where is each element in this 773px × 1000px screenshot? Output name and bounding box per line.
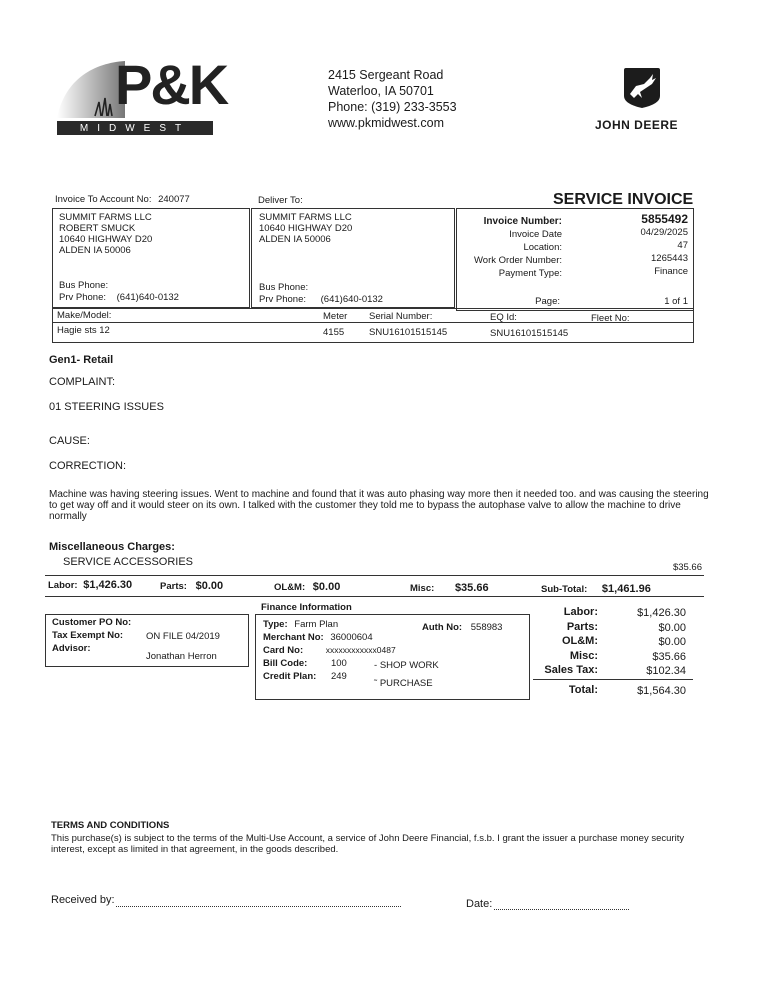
company-city: Waterloo, IA 50701 [328,84,434,98]
finance-auth: Auth No: 558983 [422,622,503,633]
totals-olm: OL&M: $0.00 [274,581,341,593]
summary-labels [530,605,598,678]
finance-bill-desc: - SHOP WORK [374,660,439,671]
account-number: 240077 [158,194,190,205]
advisor-label: Advisor: [52,643,91,654]
misc-item: SERVICE ACCESSORIES [63,556,194,568]
work-order-label: Work Order Number: [474,255,562,266]
location-label: Location: [523,242,562,253]
cause-label: CAUSE: [49,435,90,447]
totals-subtotal: Sub-Total: $1,461.96 [541,583,651,595]
logo-sub-text: MIDWEST [79,123,191,134]
deliver-to-label: Deliver To: [258,195,303,206]
received-by-line[interactable] [116,898,401,907]
summary-tax: $102.34 [646,665,686,677]
fleet-no-label: Fleet No: [591,313,630,324]
ship-to-bus-phone-label: Bus Phone: [259,282,309,293]
finance-credit-plan: Credit Plan: 249 [263,671,347,682]
summary-olm-label: OL&M: [561,635,598,647]
summary-total: $1,564.30 [637,685,686,697]
job-title: Gen1- Retail [49,354,114,366]
terms-title: TERMS AND CONDITIONS [51,820,170,831]
received-by-label: Received by: [51,894,115,906]
totals-parts: Parts: $0.00 [160,580,224,592]
bill-to-prv-phone: Prv Phone: (641)640-0132 [59,292,179,303]
summary-misc: $35.66 [652,650,686,663]
bill-to-street: 10640 HIGHWAY D20 [59,234,153,245]
advisor-name: Jonathan Herron [146,651,217,662]
company-web: www.pkmidwest.com [328,116,444,130]
bill-to-city: ALDEN IA 50006 [59,245,131,256]
finance-type: Type: Farm Plan [263,619,339,630]
bill-to-name: SUMMIT FARMS LLC [59,212,152,223]
totals-labor: Labor: $1,426.30 [48,579,133,591]
serial-number: SNU16101515145 [369,327,448,338]
pk-midwest-logo [55,53,228,138]
summary-misc-label: Misc: [569,649,598,662]
ship-to-street: 10640 HIGHWAY D20 [259,223,353,234]
invoice-date-label: Invoice Date [509,229,562,240]
meter-value: 4155 [323,327,345,338]
tax-exempt-label: Tax Exempt No: [52,630,124,641]
finance-credit-desc: ˜ PURCHASE [374,678,433,689]
complaint-text: 01 STEERING ISSUES [49,401,164,413]
invoice-number: 5855492 [641,212,688,226]
payment-type: Finance [654,266,688,277]
invoice-to-label: Invoice To Account No: 240077 [55,194,190,205]
payment-type-label: Payment Type: [498,268,562,279]
misc-charges-title: Miscellaneous Charges: [49,541,175,553]
ship-to-name: SUMMIT FARMS LLC [259,212,352,223]
tax-exempt-value: ON FILE 04/2019 [146,631,220,642]
page-label: Page: [535,296,560,307]
date-line[interactable] [494,901,629,910]
make-model-label: Make/Model: [57,310,112,321]
misc-item-amount: $35.66 [672,562,702,573]
eq-id: SNU16101515145 [490,328,569,339]
bill-to-contact: ROBERT SMUCK [59,223,136,234]
document-title: SERVICE INVOICE [553,191,694,208]
company-phone: Phone: (319) 233-3553 [328,100,457,114]
summary-labor: $1,426.30 [637,607,686,619]
serial-number-label: Serial Number: [369,311,433,322]
page-number: 1 of 1 [664,296,688,307]
finance-title: Finance Information [261,602,352,613]
correction-label: CORRECTION: [49,460,126,472]
location: 47 [677,240,688,251]
summary-labor-label: Labor: [563,606,598,618]
customer-po-label: Customer PO No: [52,617,132,628]
invoice-info-labels [462,215,562,280]
complaint-label: COMPLAINT: [49,376,116,388]
totals-misc: Misc: $35.66 [410,582,489,594]
finance-bill-code: Bill Code: 100 [263,658,347,669]
john-deere-logo [595,66,710,136]
bill-to-bus-phone-label: Bus Phone: [59,280,109,291]
correction-text: Machine was having steering issues. Went to machine and found that it was auto phasing way more then it needed too. and was causing the steering to get way off and it would steer on its own. I talked with the customer they told me to bypass the autophase valve to allow the machine to drive normally [49,489,709,522]
summary-values [600,606,686,679]
invoice-date: 04/29/2025 [640,227,688,238]
summary-parts-label: Parts: [566,620,598,633]
date-label: Date: [466,898,493,910]
finance-card: Card No: xxxxxxxxxxxx0487 [263,645,396,656]
make-model: Hagie sts 12 [57,325,110,336]
brand-name: JOHN DEERE [595,118,679,132]
deer-icon [622,66,662,110]
finance-merchant: Merchant No: 36000604 [263,632,373,643]
invoice-info-values [590,213,688,278]
eq-id-label: EQ Id: [490,312,517,323]
work-order-number: 1265443 [651,253,688,264]
terms-text: This purchase(s) is subject to the terms of the Multi-Use Account, a service of John Deere Financial, f.s.b. I grant the issuer a purchase money security interest, except as limited in that agreement, in the goods described. [51,833,685,855]
ship-to-address [259,212,352,245]
summary-parts: $0.00 [658,621,686,634]
company-street: 2415 Sergeant Road [328,68,444,82]
invoice-number-label: Invoice Number: [483,216,562,227]
company-address [328,67,457,131]
meter-label: Meter [323,311,348,322]
summary-olm: $0.00 [658,636,686,648]
ship-to-city: ALDEN IA 50006 [259,234,331,245]
summary-total-label: Total: [568,684,598,696]
summary-tax-label: Sales Tax: [544,664,598,676]
bill-to-address [59,212,152,256]
logo-main-text: P&K [115,53,228,116]
ship-to-prv-phone: Prv Phone: (641)640-0132 [259,294,383,305]
